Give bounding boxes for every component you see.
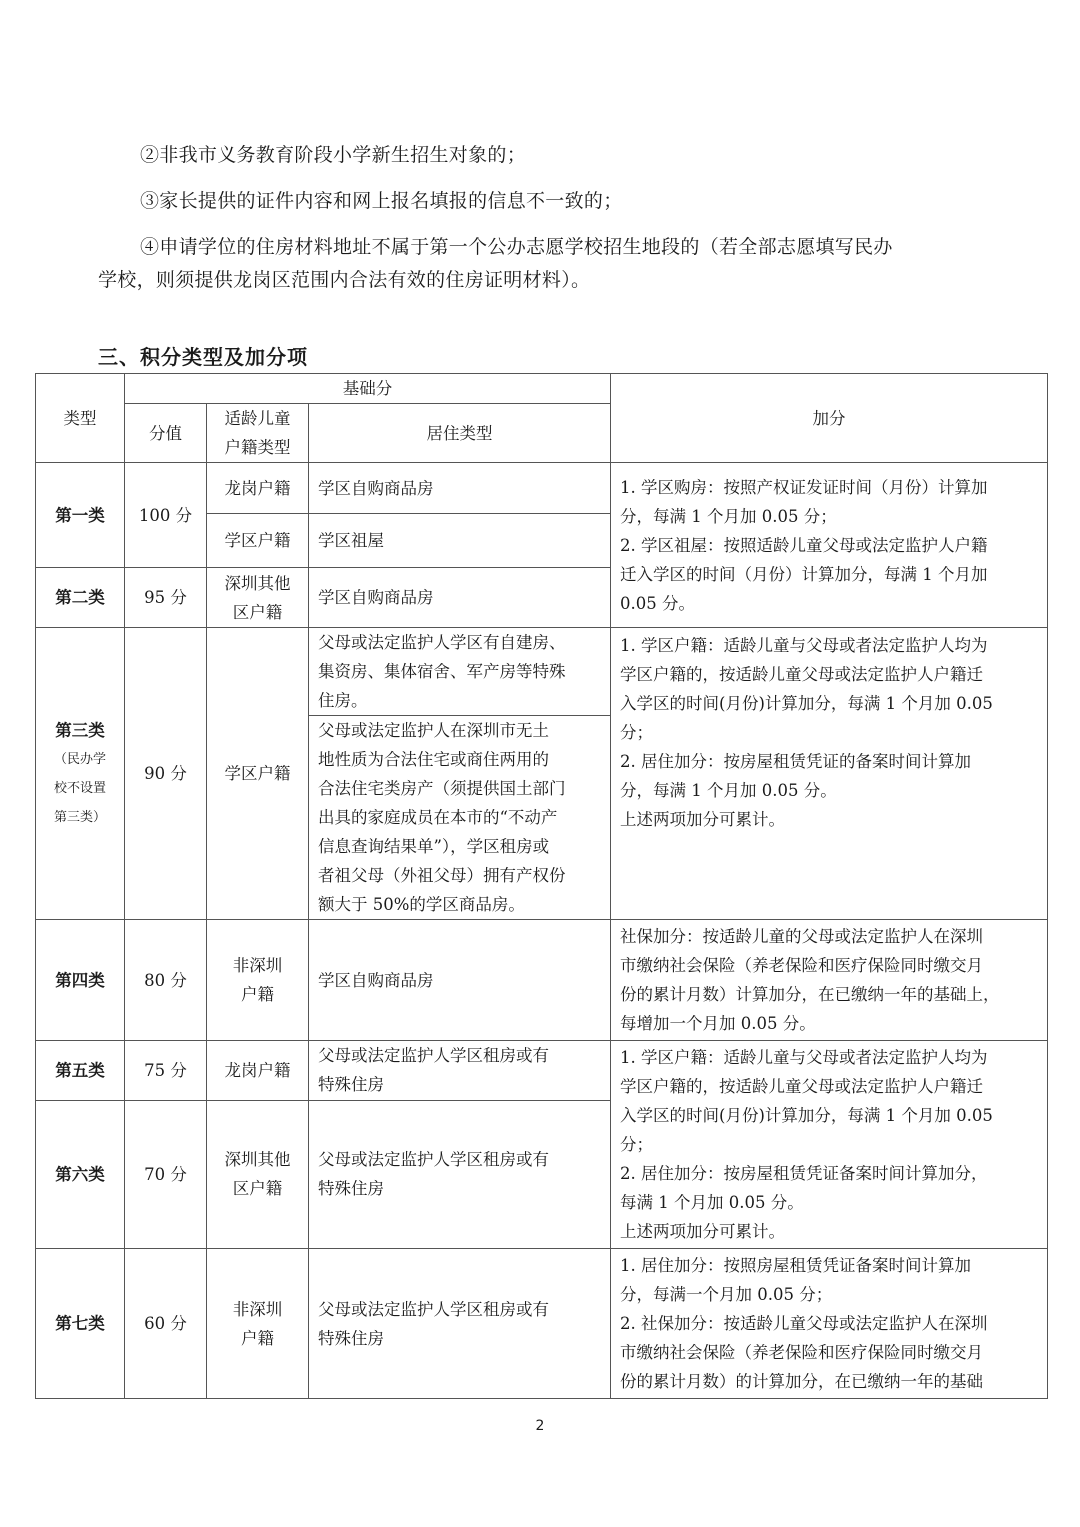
bonus-class-1-2: 1. 学区购房：按照产权证发证时间（月份）计算加 分，每满 1 个月加 0.05 分； 2. 学区祖屋：按照适龄儿童父母或法定监护人户籍 迁入学区的时间（月份）计算加分，每满 1 个月加 0.05 分。	[611, 463, 1048, 628]
type-class-1: 第一类	[36, 463, 125, 568]
hukou-class-1b: 学区户籍	[207, 514, 309, 568]
score-class-1: 100 分	[125, 463, 207, 568]
header-base-score: 基础分	[125, 374, 611, 404]
table-row	[36, 1249, 1048, 1399]
header-type: 类型	[36, 374, 125, 463]
section-title: 三、积分类型及加分项	[98, 345, 308, 369]
hukou-class-5: 龙岗户籍	[207, 1041, 309, 1101]
intro-item-3: ③家长提供的证件内容和网上报名填报的信息不一致的；	[140, 190, 623, 212]
page-number: 2	[535, 1418, 545, 1434]
class-3-note-line-1: （民办学	[53, 751, 106, 767]
bonus-class-4: 社保加分：按适龄儿童的父母或法定监护人在深圳 市缴纳社会保险（养老保险和医疗保险同时缴交月 份的累计月数）计算加分，在已缴纳一年的基础上， 每增加一个月加 0.05 分。	[611, 920, 1048, 1041]
class-3-note-line-2: 校不设置	[53, 780, 106, 796]
header-score: 分值	[125, 404, 207, 463]
bonus-class-7: 1. 居住加分：按照房屋租赁凭证备案时间计算加 分，每满一个月加 0.05 分； 2. 社保加分：按适龄儿童父母或法定监护人在深圳 市缴纳社会保险（养老保险和医疗保险同时缴交月 份的累计月数）的计算加分，在已缴纳一年的基础	[611, 1249, 1048, 1399]
residence-class-1b: 学区祖屋	[309, 514, 611, 568]
residence-class-6: 父母或法定监护人学区租房或有 特殊住房	[309, 1100, 611, 1248]
bonus-class-5-6: 1. 学区户籍：适龄儿童与父母或者法定监护人均为 学区户籍的，按适龄儿童父母或法定监护人户籍迁 入学区的时间(月份)计算加分，每满 1 个月加 0.05 分； 2. 居住加分：按房屋租赁凭证备案时间计算加分， 每满 1 个月加 0.05 分。 上述两项加分可累计。	[611, 1041, 1048, 1249]
points-table	[35, 373, 1048, 1399]
header-hukou-line-2: 户籍类型	[224, 438, 291, 457]
type-class-5: 第五类	[36, 1041, 125, 1101]
type-class-3: 第三类 （民办学 校不设置 第三类）	[36, 628, 125, 920]
class-3-note-line-3: 第三类）	[53, 809, 106, 825]
table-row	[36, 1041, 1048, 1101]
intro-item-4-continuation: 学校，则须提供龙岗区范围内合法有效的住房证明材料）。	[98, 269, 591, 291]
intro-item-2: ②非我市义务教育阶段小学新生招生对象的；	[140, 144, 527, 166]
residence-class-4: 学区自购商品房	[309, 920, 611, 1041]
type-class-7: 第七类	[36, 1249, 125, 1399]
hukou-class-4: 非深圳 户籍	[207, 920, 309, 1041]
intro-item-4: ④申请学位的住房材料地址不属于第一个公办志愿学校招生地段的（若全部志愿填写民办	[140, 236, 893, 258]
type-class-4: 第四类	[36, 920, 125, 1041]
score-class-3: 90 分	[125, 628, 207, 920]
residence-class-3b: 父母或法定监护人在深圳市无土 地性质为合法住宅或商住两用的 合法住宅类房产（须提供国土部门 出具的家庭成员在本市的“不动产 信息查询结果单”），学区租房或 者祖父母（外祖父母）拥有产权份 额大于 50%的学区商品房。	[309, 716, 611, 920]
score-class-2: 95 分	[125, 568, 207, 628]
header-hukou-line-1: 适龄儿童	[224, 409, 291, 428]
hukou-class-3: 学区户籍	[207, 628, 309, 920]
score-class-5: 75 分	[125, 1041, 207, 1101]
header-bonus: 加分	[611, 374, 1048, 463]
hukou-class-2: 深圳其他 区户籍	[207, 568, 309, 628]
score-class-7: 60 分	[125, 1249, 207, 1399]
type-class-2: 第二类	[36, 568, 125, 628]
table-row	[36, 463, 1048, 514]
score-class-6: 70 分	[125, 1100, 207, 1248]
residence-class-5: 父母或法定监护人学区租房或有 特殊住房	[309, 1041, 611, 1101]
residence-class-2: 学区自购商品房	[309, 568, 611, 628]
table-row	[36, 628, 1048, 716]
type-class-6: 第六类	[36, 1100, 125, 1248]
header-hukou-type	[207, 404, 309, 463]
residence-class-1a: 学区自购商品房	[309, 463, 611, 514]
score-class-4: 80 分	[125, 920, 207, 1041]
residence-class-7: 父母或法定监护人学区租房或有 特殊住房	[309, 1249, 611, 1399]
residence-class-3a: 父母或法定监护人学区有自建房、 集资房、集体宿舍、军产房等特殊 住房。	[309, 628, 611, 716]
table-row	[36, 920, 1048, 1041]
hukou-class-1a: 龙岗户籍	[207, 463, 309, 514]
hukou-class-6: 深圳其他 区户籍	[207, 1100, 309, 1248]
bonus-class-3: 1. 学区户籍：适龄儿童与父母或者法定监护人均为 学区户籍的，按适龄儿童父母或法定监护人户籍迁 入学区的时间(月份)计算加分，每满 1 个月加 0.05 分； 2. 居住加分：按房屋租赁凭证的备案时间计算加 分，每满 1 个月加 0.05 分。 上述两项加分可累计。	[611, 628, 1048, 920]
hukou-class-7: 非深圳 户籍	[207, 1249, 309, 1399]
header-residence: 居住类型	[309, 404, 611, 463]
